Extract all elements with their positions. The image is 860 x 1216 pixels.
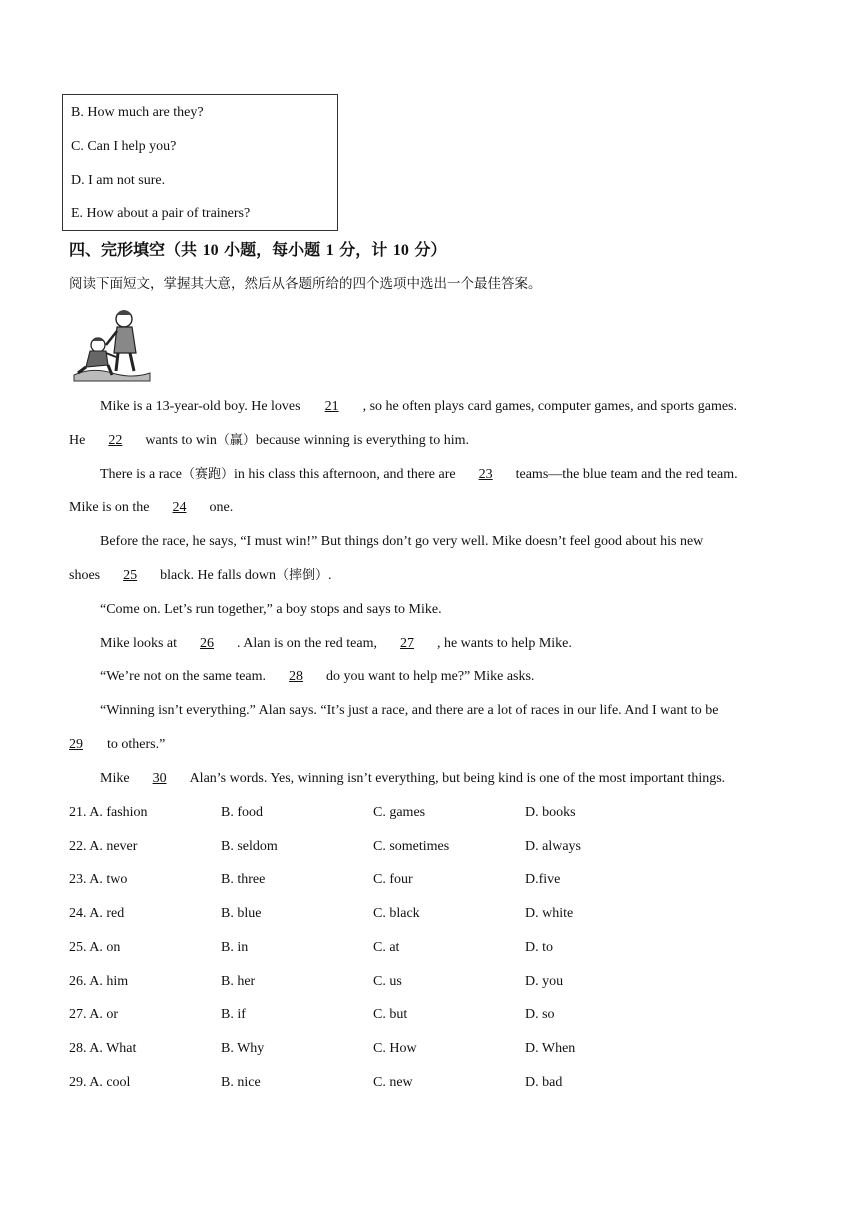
- passage-line-10: “Winning isn’t everything.” Alan says. “It’s just a race, and there are a lot of races in our life. And I want to be: [100, 703, 719, 718]
- passage-line-4: Mike is on the 24 one.: [69, 500, 234, 515]
- passage-line-11: 29 to others.”: [69, 737, 166, 752]
- blank-24: 24: [172, 500, 187, 515]
- blank-22: 22: [108, 433, 123, 448]
- blank-28: 28: [289, 669, 304, 684]
- section-heading: 四、完形填空（共 10 小题，每小题 1 分，计 10 分）: [69, 240, 447, 259]
- passage-line-3: There is a race（赛跑）in his class this afternoon, and there are 23 teams—the blue team and the red team.: [100, 467, 738, 482]
- blank-27: 27: [399, 636, 414, 651]
- blank-30: 30: [152, 771, 167, 786]
- blank-25: 25: [123, 568, 138, 583]
- illustration-kids-icon: [72, 305, 152, 383]
- blank-21: 21: [324, 399, 339, 414]
- passage-line-7: “Come on. Let’s run together,” a boy stops and says to Mike.: [100, 602, 442, 617]
- passage-line-8: Mike looks at 26 . Alan is on the red team, 27 , he wants to help Mike.: [100, 636, 572, 651]
- section-instruction: 阅读下面短文，掌握其大意，然后从各题所给的四个选项中选出一个最佳答案。: [69, 276, 542, 292]
- blank-26: 26: [200, 636, 214, 651]
- passage-line-2: He 22 wants to win（赢）because winning is everything to him.: [69, 433, 469, 448]
- options-box: [62, 94, 338, 231]
- option-c: C. Can I help you?: [71, 139, 177, 154]
- passage-line-5: Before the race, he says, “I must win!” But things don’t go very well. Mike doesn’t feel good about his new: [100, 534, 704, 549]
- passage-line-12: Mike 30 Alan’s words. Yes, winning isn’t everything, but being kind is one of the most important things.: [100, 771, 726, 786]
- passage-line-9: “We’re not on the same team. 28 do you want to help me?” Mike asks.: [100, 669, 535, 684]
- option-e: E. How about a pair of trainers?: [71, 206, 251, 221]
- passage-line-1: Mike is a 13-year-old boy. He loves 21 , so he often plays card games, computer games, and sports games.: [100, 399, 737, 414]
- blank-23: 23: [478, 467, 493, 482]
- option-d: D. I am not sure.: [71, 173, 166, 188]
- option-b: B. How much are they?: [71, 105, 204, 120]
- passage-line-6: shoes 25 black. He falls down（摔倒）.: [69, 568, 332, 583]
- blank-29: 29: [69, 737, 83, 752]
